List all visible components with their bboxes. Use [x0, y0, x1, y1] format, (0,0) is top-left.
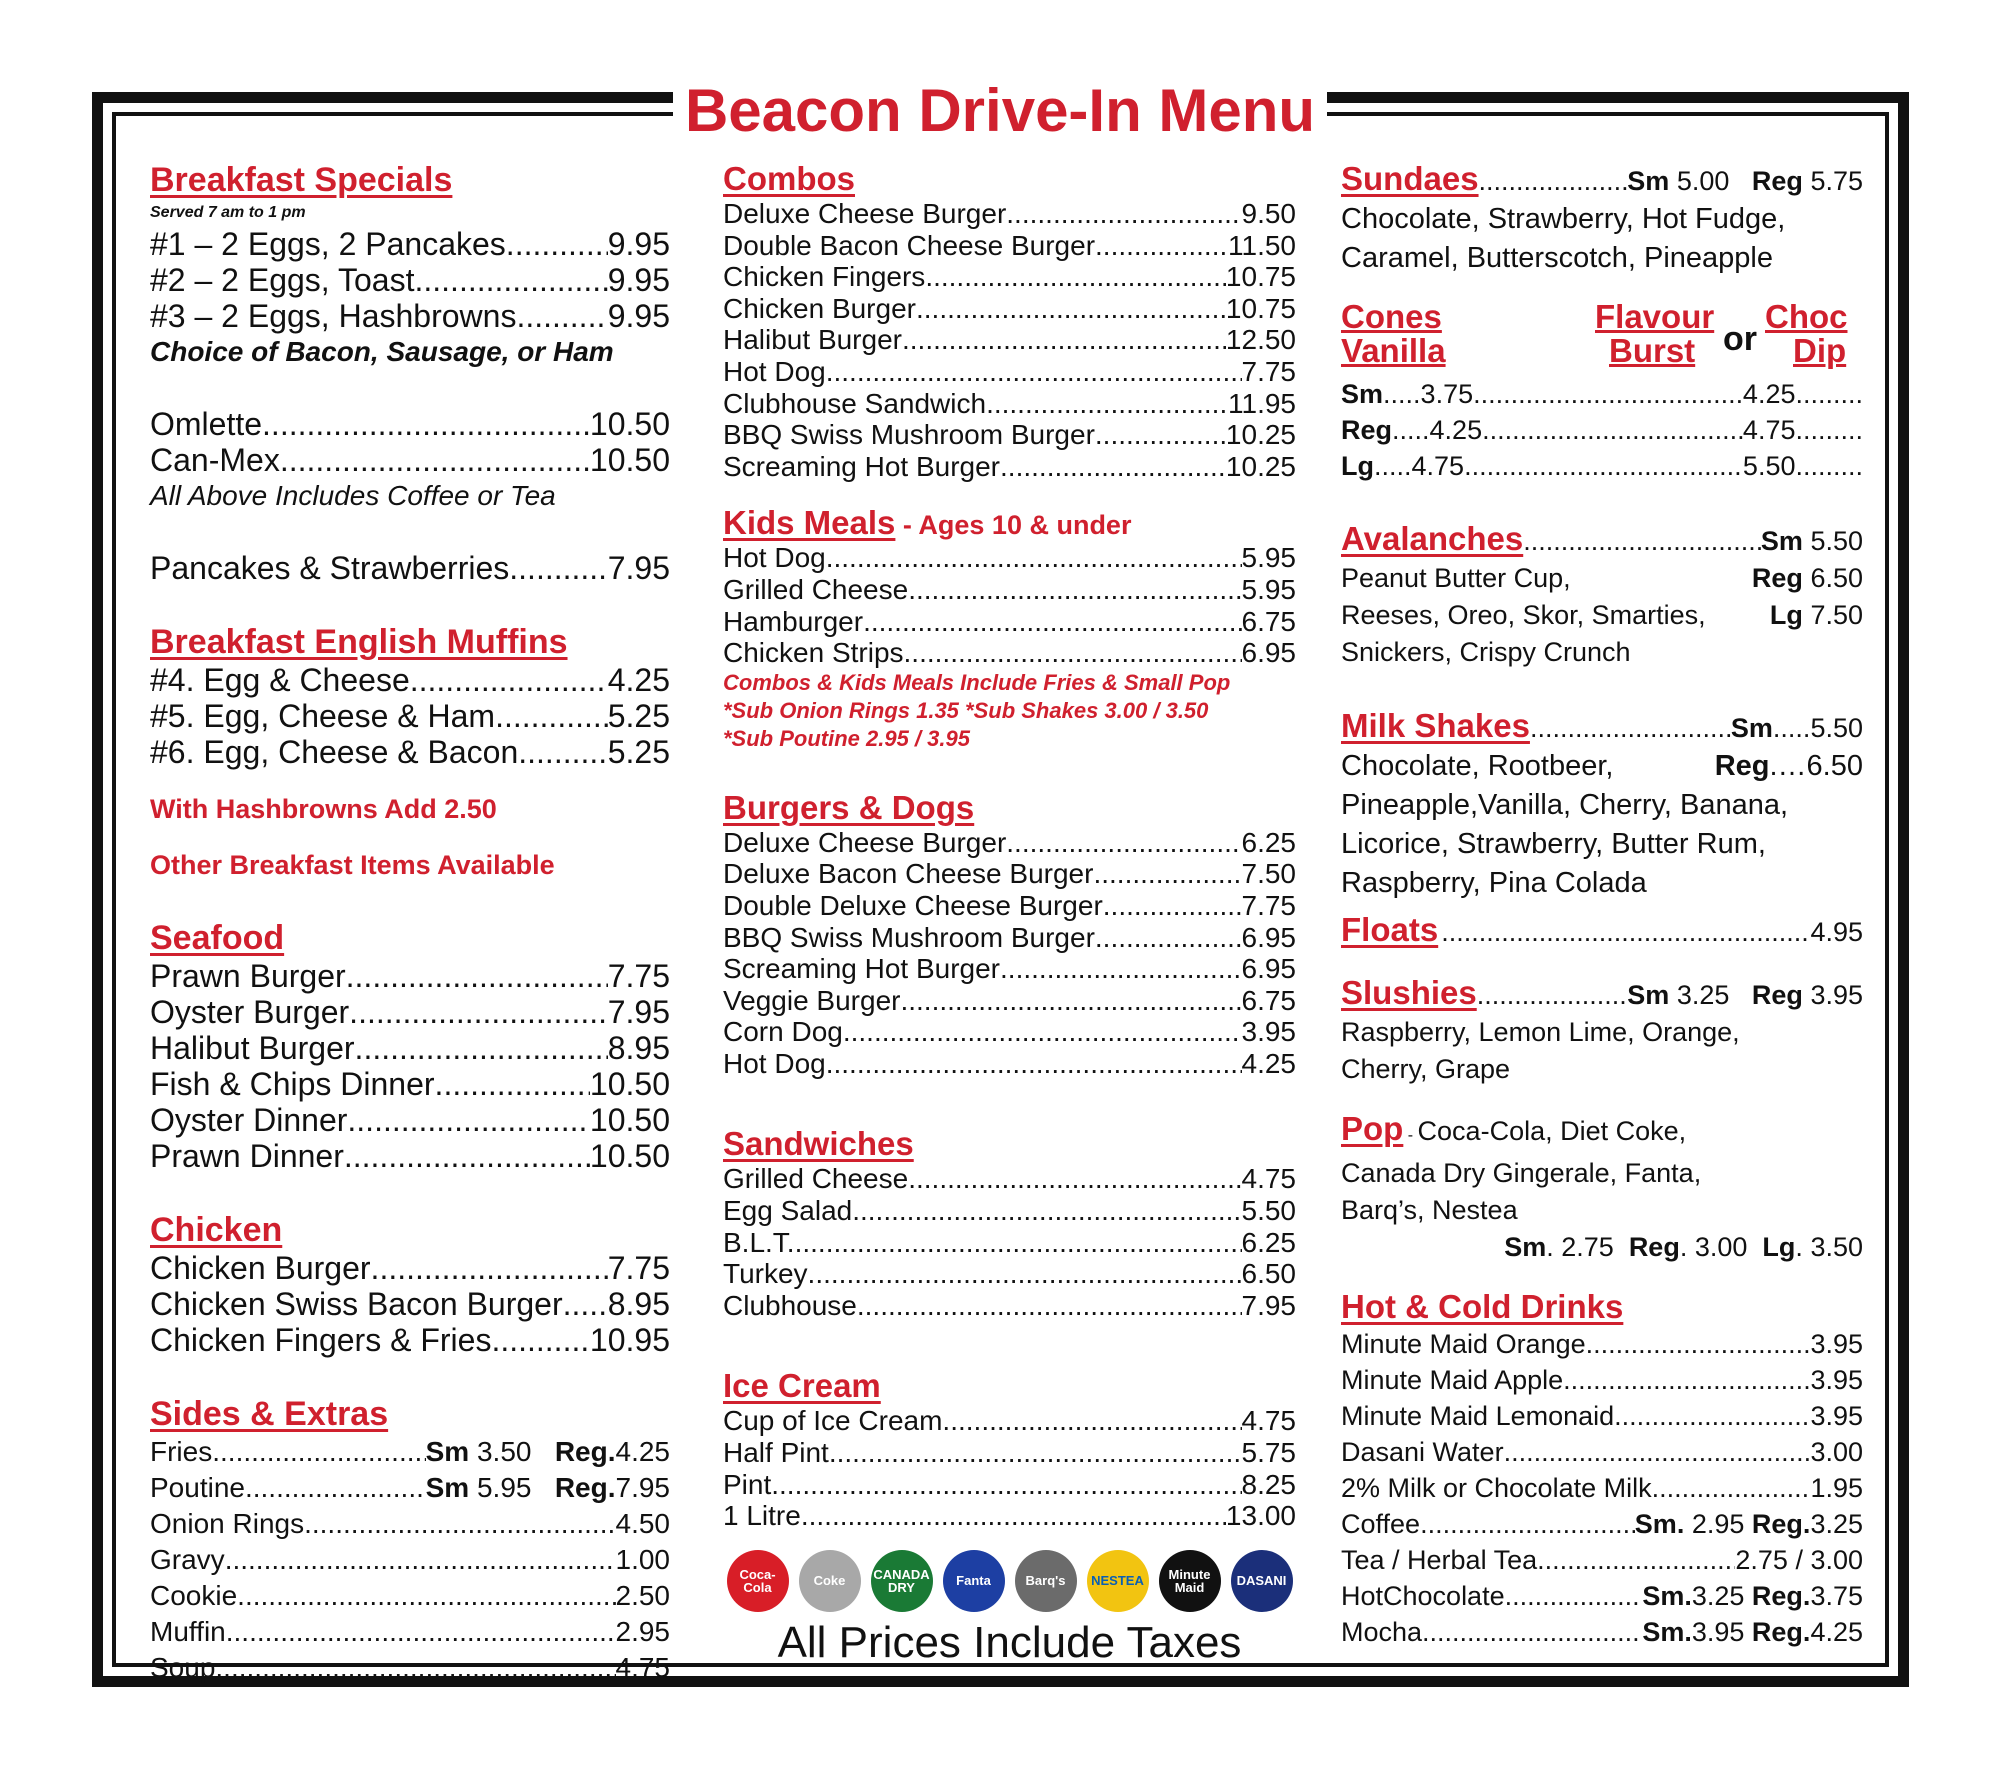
- menu-item: [723, 293, 1296, 325]
- item-price: 5.95: [1241, 573, 1296, 605]
- item-name: Deluxe Cheese Burger: [723, 198, 1007, 229]
- cone-size-row: Lg ..... 4.75 ..... 5.50 .........: [1341, 448, 1863, 484]
- menu-item: [150, 298, 670, 334]
- sundae-flavours-2: Caramel, Butterscotch, Pineapple: [1341, 242, 1773, 274]
- item-price: 4.25: [607, 662, 670, 698]
- item-price: 11.95: [1228, 387, 1296, 419]
- item-price: 6.95: [1241, 637, 1296, 669]
- milkshakes-header: Milk Shakes ..... Sm.....5.50: [1341, 707, 1863, 747]
- section-kids-meals: Kids Meals: [723, 504, 896, 542]
- menu-item: [723, 637, 1296, 669]
- menu-item: [1341, 1434, 1863, 1470]
- item-name: Can-Mex: [150, 442, 280, 478]
- menu-item: [723, 542, 1296, 574]
- item-price: 10.95: [589, 1322, 670, 1358]
- sundae-flavours-1: Chocolate, Strawberry, Hot Fudge,: [1341, 203, 1786, 235]
- item-price: 10.75: [1225, 292, 1296, 324]
- item-price: 10.25: [1225, 419, 1296, 451]
- item-name: Hamburger: [723, 605, 864, 637]
- item-name: Oyster Burger: [150, 994, 350, 1030]
- item-name: Hot Dog: [723, 1047, 826, 1079]
- section-ice-cream: Ice Cream: [723, 1367, 881, 1405]
- kids-note-1: Combos & Kids Meals Include Fries & Small Pop: [723, 669, 1231, 695]
- menu-item: [150, 1506, 670, 1542]
- menu-item: [150, 1578, 670, 1614]
- menu-item: [1341, 1326, 1863, 1362]
- logo-coca-cola: Coca-Cola: [727, 1550, 789, 1612]
- item-name: Deluxe Cheese Burger: [723, 826, 1007, 858]
- menu-item: [150, 1030, 670, 1066]
- section-chicken: Chicken: [150, 1211, 283, 1249]
- menu-item: [723, 324, 1296, 356]
- item-name: Minute Maid Lemonaid: [1341, 1401, 1615, 1431]
- item-name: #5. Egg, Cheese & Ham: [150, 698, 496, 734]
- item-price: 5.50: [1241, 1195, 1296, 1227]
- breakfast-choice-note: Choice of Bacon, Sausage, or Ham: [150, 336, 614, 367]
- item-name: Egg Salad: [723, 1195, 853, 1227]
- item-name: Grilled Cheese: [723, 573, 909, 605]
- item-price: 9.50: [1241, 198, 1296, 229]
- item-price: 7.75: [607, 1250, 670, 1286]
- kids-note-2: *Sub Onion Rings 1.35 *Sub Shakes 3.00 / 3.50: [723, 697, 1209, 723]
- cone-size-row: Reg ..... 4.25 ..... 4.75 .........: [1341, 412, 1863, 448]
- section-sandwiches: Sandwiches: [723, 1125, 914, 1163]
- menu-item-fries: Fries ..... Sm 3.50 Reg.4.25: [150, 1434, 670, 1470]
- item-price: 4.75: [1241, 1405, 1296, 1437]
- menu-title: Beacon Drive-In Menu: [673, 72, 1327, 150]
- menu-item: [723, 1048, 1296, 1080]
- item-name: Double Bacon Cheese Burger: [723, 229, 1096, 261]
- menu-item: [1341, 1362, 1863, 1398]
- menu-item: [150, 734, 670, 770]
- item-price: 5.25: [607, 698, 670, 734]
- item-price: 7.50: [1241, 858, 1296, 890]
- item-price: 11.50: [1228, 229, 1296, 261]
- taxes-footer: All Prices Include Taxes: [777, 1617, 1242, 1667]
- item-price: 4.75: [1241, 1163, 1296, 1195]
- section-seafood: Seafood: [150, 919, 285, 957]
- item-price: 8.25: [1241, 1468, 1296, 1500]
- menu-item: [723, 1227, 1296, 1259]
- item-name: Pint: [723, 1468, 772, 1500]
- item-name: Halibut Burger: [723, 324, 902, 356]
- beverage-logos: [723, 1550, 1296, 1612]
- logo-canada-dry: CANADA DRY: [871, 1550, 933, 1612]
- served-hours: Served 7 am to 1 pm: [150, 204, 306, 221]
- menu-item: [150, 958, 670, 994]
- item-name: #4. Egg & Cheese: [150, 662, 410, 698]
- menu-item: [150, 1322, 670, 1358]
- item-price: 4.75: [615, 1652, 670, 1683]
- item-price: 10.75: [1225, 261, 1296, 293]
- item-name: Chicken Fingers: [723, 261, 926, 293]
- menu-item: [150, 1138, 670, 1174]
- item-price: 6.95: [1241, 921, 1296, 953]
- item-price: 5.25: [607, 734, 670, 770]
- item-name: Prawn Burger: [150, 958, 346, 994]
- item-price: 9.95: [607, 262, 670, 298]
- menu-item-mocha: Mocha ..... Sm.3.95 Reg.4.25: [1341, 1614, 1863, 1650]
- menu-item: [723, 230, 1296, 262]
- item-name: Corn Dog: [723, 1016, 843, 1048]
- item-name: Omlette: [150, 406, 263, 442]
- item-name: BBQ Swiss Mushroom Burger: [723, 921, 1095, 953]
- section-breakfast-specials: Breakfast Specials: [150, 161, 453, 199]
- menu-item: [723, 451, 1296, 483]
- logo-barq-s: Barq's: [1015, 1550, 1077, 1612]
- item-price: 2.95: [615, 1616, 670, 1647]
- item-price: 10.50: [589, 1138, 670, 1174]
- item-name: Hot Dog: [723, 542, 826, 574]
- item-name: Chicken Strips: [723, 637, 904, 669]
- menu-item: [150, 226, 670, 262]
- menu-item: [723, 1500, 1296, 1532]
- item-price: 1.00: [615, 1544, 670, 1575]
- item-name: Muffin: [150, 1616, 226, 1647]
- menu-item: [723, 1195, 1296, 1227]
- pop-header: Pop - Coca-Cola, Diet Coke,: [1341, 1110, 1687, 1147]
- menu-item: [1341, 1398, 1863, 1434]
- item-name: Veggie Burger: [723, 984, 901, 1016]
- item-price: 10.50: [589, 1102, 670, 1138]
- item-price: 6.75: [1241, 984, 1296, 1016]
- item-name: B.L.T.: [723, 1226, 795, 1258]
- menu-item: [723, 1405, 1296, 1437]
- item-price: 8.95: [607, 1286, 670, 1322]
- menu-item: [1341, 1470, 1863, 1506]
- item-price: 6.50: [1241, 1258, 1296, 1290]
- menu-item-poutine: Poutine ..... Sm 5.95 Reg.7.95: [150, 1470, 670, 1506]
- item-name: Screaming Hot Burger: [723, 953, 1001, 985]
- section-sides: Sides & Extras: [150, 1395, 389, 1433]
- logo-coke: Coke: [799, 1550, 861, 1612]
- menu-item: [150, 406, 670, 442]
- section-hot-cold-drinks: Hot & Cold Drinks: [1341, 1288, 1624, 1325]
- menu-item: [150, 1250, 670, 1286]
- item-name: Half Pint: [723, 1437, 829, 1469]
- avalanches-header: Avalanches ..... Sm 5.50: [1341, 520, 1863, 560]
- item-name: Chicken Burger: [150, 1250, 371, 1286]
- slushies-header: Slushies ..... Sm 3.25 Reg 3.95: [1341, 974, 1863, 1014]
- item-name: Double Deluxe Cheese Burger: [723, 889, 1103, 921]
- item-name: Hot Dog: [723, 355, 826, 387]
- menu-item: [150, 662, 670, 698]
- item-price: 7.95: [607, 994, 670, 1030]
- menu-item: [723, 388, 1296, 420]
- item-price: 2.50: [615, 1580, 670, 1611]
- item-price: 13.00: [1225, 1500, 1296, 1532]
- menu-item: [150, 698, 670, 734]
- section-breakfast-muffins: Breakfast English Muffins: [150, 623, 568, 661]
- item-price: 7.95: [1241, 1289, 1296, 1321]
- item-price: 9.95: [607, 298, 670, 334]
- item-name: Soup: [150, 1652, 216, 1683]
- menu-item: [723, 827, 1296, 859]
- menu-item: [723, 985, 1296, 1017]
- hashbrowns-note: With Hashbrowns Add 2.50: [150, 794, 497, 824]
- menu-item: [723, 1437, 1296, 1469]
- column-2: [723, 160, 1296, 1670]
- item-name: Onion Rings: [150, 1508, 305, 1539]
- item-name: Clubhouse Sandwich: [723, 387, 987, 419]
- menu-item: [150, 1650, 670, 1686]
- cones-header: Cones Vanilla Flavour Burst or Choc Dip: [1341, 298, 1848, 369]
- column-1: [150, 160, 670, 1686]
- kids-ages: - Ages 10 & under: [895, 510, 1132, 541]
- section-burgers-dogs: Burgers & Dogs: [723, 788, 975, 826]
- menu-item: Pancakes & Strawberries ..... 7.95: [150, 550, 670, 586]
- item-name: #6. Egg, Cheese & Bacon: [150, 734, 519, 770]
- item-name: Minute Maid Apple: [1341, 1365, 1564, 1395]
- menu-item: [723, 356, 1296, 388]
- item-name: Deluxe Bacon Cheese Burger: [723, 858, 1094, 890]
- sundaes-header: Sundaes ..... Sm 5.00 Reg 5.75: [1341, 160, 1863, 200]
- item-name: Dasani Water: [1341, 1437, 1504, 1467]
- item-price: 10.50: [589, 1066, 670, 1102]
- item-price: 7.75: [607, 958, 670, 994]
- item-price: 5.75: [1241, 1437, 1296, 1469]
- item-name: Halibut Burger: [150, 1030, 355, 1066]
- avalanche-flavours-3: Snickers, Crispy Crunch: [1341, 637, 1631, 667]
- menu-item: [723, 1163, 1296, 1195]
- item-price: 3.95: [1810, 1365, 1863, 1395]
- menu-item-coffee: Coffee ..... Sm. 2.95 Reg.3.25: [1341, 1506, 1863, 1542]
- kids-note-3: *Sub Poutine 2.95 / 3.95: [723, 725, 970, 751]
- item-price: 3.95: [1810, 1329, 1863, 1359]
- item-price: 3.95: [1810, 1401, 1863, 1431]
- menu-item: [150, 1066, 670, 1102]
- item-name: Screaming Hot Burger: [723, 450, 1001, 482]
- menu-item: [723, 1469, 1296, 1501]
- menu-item: [723, 261, 1296, 293]
- menu-item: [723, 606, 1296, 638]
- item-name: Prawn Dinner: [150, 1138, 344, 1174]
- menu-item: [723, 1290, 1296, 1322]
- other-items-note: Other Breakfast Items Available: [150, 850, 555, 880]
- pop-sizes: Sm. 2.75 Reg. 3.00 Lg. 3.50: [1504, 1232, 1863, 1262]
- menu-item: [723, 922, 1296, 954]
- menu-item: [723, 1016, 1296, 1048]
- menu-item-tea: Tea / Herbal Tea ..... 2.75 / 3.00: [1341, 1542, 1863, 1578]
- item-price: 1.95: [1810, 1473, 1863, 1503]
- menu-item: [150, 1542, 670, 1578]
- item-price: 8.95: [607, 1030, 670, 1066]
- item-name: Chicken Fingers & Fries: [150, 1322, 492, 1358]
- item-name: BBQ Swiss Mushroom Burger: [723, 419, 1095, 451]
- menu-item: [723, 953, 1296, 985]
- menu-item-hot-chocolate: HotChocolate ..... Sm.3.25 Reg.3.75: [1341, 1578, 1863, 1614]
- menu-item: [723, 890, 1296, 922]
- logo-dasani: DASANI: [1231, 1550, 1293, 1612]
- item-name: Clubhouse: [723, 1289, 857, 1321]
- menu-item: [150, 1614, 670, 1650]
- item-price: 6.95: [1241, 953, 1296, 985]
- item-name: 2% Milk or Chocolate Milk: [1341, 1473, 1652, 1503]
- menu-item: [723, 574, 1296, 606]
- item-name: #1 – 2 Eggs, 2 Pancakes: [150, 226, 506, 262]
- item-name: #2 – 2 Eggs, Toast: [150, 262, 415, 298]
- menu-item: [723, 198, 1296, 230]
- menu-item: [150, 994, 670, 1030]
- item-price: 10.50: [589, 406, 670, 442]
- item-name: Oyster Dinner: [150, 1102, 348, 1138]
- item-price: 3.95: [1241, 1016, 1296, 1048]
- item-name: Cookie: [150, 1580, 238, 1611]
- menu-item: [150, 1286, 670, 1322]
- item-name: #3 – 2 Eggs, Hashbrowns: [150, 298, 517, 334]
- includes-note: All Above Includes Coffee or Tea: [150, 480, 556, 511]
- menu-item: [723, 1258, 1296, 1290]
- item-price: 3.00: [1810, 1437, 1863, 1467]
- logo-minute-maid: Minute Maid: [1159, 1550, 1221, 1612]
- item-name: Cup of Ice Cream: [723, 1405, 943, 1437]
- item-name: Chicken Burger: [723, 292, 916, 324]
- section-combos: Combos: [723, 160, 855, 197]
- item-name: 1 Litre: [723, 1500, 801, 1532]
- menu-item: [723, 858, 1296, 890]
- menu-item: [150, 442, 670, 478]
- floats-row: Floats ..... 4.95: [1341, 911, 1863, 952]
- item-price: 6.25: [1241, 826, 1296, 858]
- item-name: Chicken Swiss Bacon Burger: [150, 1286, 563, 1322]
- item-price: 12.50: [1225, 324, 1296, 356]
- column-3: Sundaes ..... Sm 5.00 Reg 5.75 Chocolate, Strawberry, Hot Fudge, Caramel, Butterscotch, Pineapple Cones Vanilla Flavour Burst or Choc Dip Sm ..... 3.75 ..... 4.25 ......... Reg ..... 4.25 ..... 4.75 ......... Lg ..... 4.75 ..... 5.50 ......... Avalanches ..... Sm 5.50 Peanut Butter Cup, Reg 6.50 Reeses, Oreo, Skor, Smarties, Lg 7.50 Snickers, Crispy Crunch Milk Shakes ..... Sm.....5.50 Chocolate, Rootbeer, Reg.…6.50 Pineapple,Vanilla, Cherry, Banana, Licorice, Strawberry, Butter Rum, Raspberry, Pina Colada Floats ..... 4.95 Slushies ..... Sm 3.25 Reg 3.95 Raspberry, Lemon Lime, Orange, Cherry, Grape Pop - Coca-Cola, Diet Coke, Canada Dry Gingerale, Fanta, Barq’s, Nestea Sm. 2.75 Reg. 3.00 Lg. 3.50 Hot & Cold Drinks Minute Maid Orange ..... 3.95 Minute Maid Apple ..... 3.95 Minute Maid Lemonaid ..... 3.95 Dasani Water ..... 3.00 2% Milk or Chocolate Milk ..... 1.95 Coffee ..... Sm. 2.95 Reg.3.25 Tea / Herbal Tea ..... 2.75 / 3.00 HotChocolate ..... Sm.3.25 Reg.3.75 Mocha ..... Sm.3.95 Reg.4.25: [1341, 160, 1863, 1650]
- item-price: 6.75: [1241, 605, 1296, 637]
- item-price: 5.95: [1241, 542, 1296, 574]
- item-price: 9.95: [607, 226, 670, 262]
- cone-size-row: Sm ..... 3.75 ..... 4.25 .........: [1341, 376, 1863, 412]
- item-price: 10.50: [589, 442, 670, 478]
- item-name: Fish & Chips Dinner: [150, 1066, 435, 1102]
- menu-item: [723, 419, 1296, 451]
- item-price: 4.50: [615, 1508, 670, 1539]
- menu-item: [150, 262, 670, 298]
- menu-item: [150, 1102, 670, 1138]
- logo-nestea: NESTEA: [1087, 1550, 1149, 1612]
- item-price: 10.25: [1225, 450, 1296, 482]
- item-price: 6.25: [1241, 1226, 1296, 1258]
- item-name: Gravy: [150, 1544, 225, 1575]
- item-name: Turkey: [723, 1258, 808, 1290]
- item-price: 4.25: [1241, 1047, 1296, 1079]
- item-name: Grilled Cheese: [723, 1163, 909, 1195]
- logo-fanta: Fanta: [943, 1550, 1005, 1612]
- item-price: 7.75: [1241, 889, 1296, 921]
- item-price: 7.75: [1241, 355, 1296, 387]
- item-name: Minute Maid Orange: [1341, 1329, 1586, 1359]
